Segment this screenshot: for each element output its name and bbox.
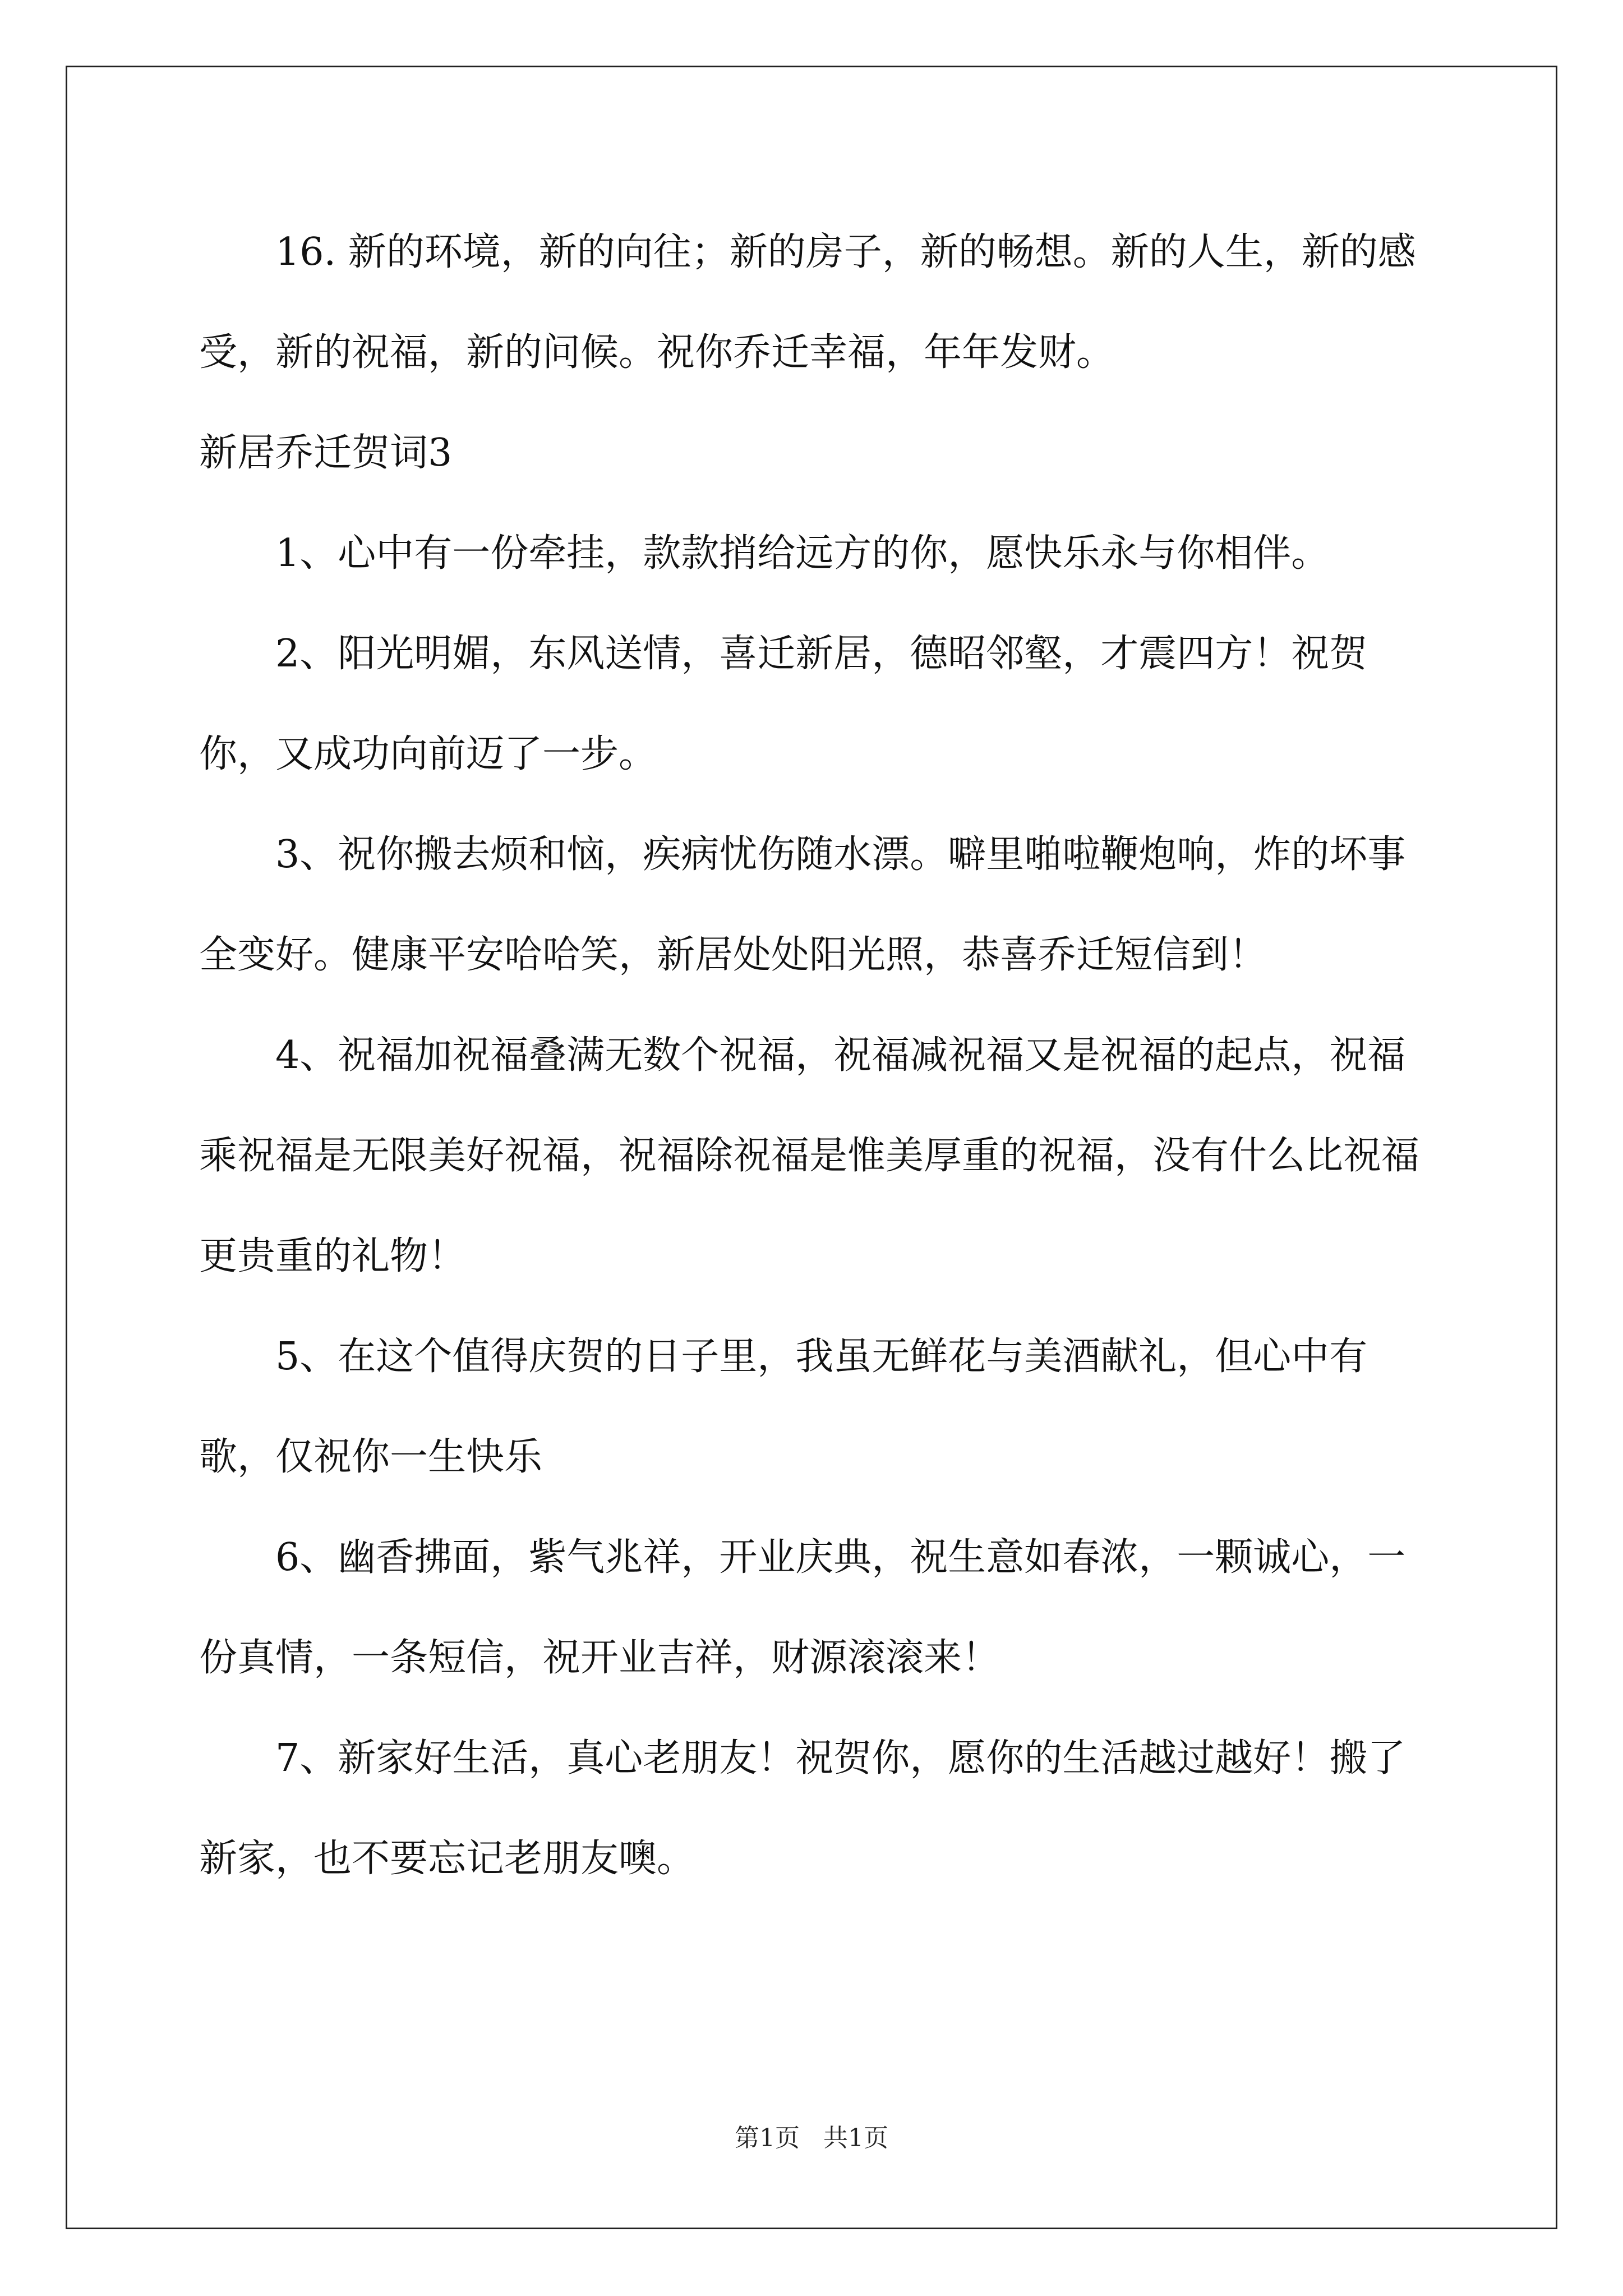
page-footer xyxy=(0,2118,1623,2154)
paragraph-1: 1、心中有一份牵挂，款款捎给远方的你，愿快乐永与你相伴。 xyxy=(275,531,1330,576)
paragraph-4: 4、祝福加祝福叠满无数个祝福，祝福减祝福又是祝福的起点，祝福乘祝福是无限美好祝福，祝福除祝福是惟美厚重的祝福，没有什么比祝福更贵重的礼物！ xyxy=(199,1033,1420,1278)
section-heading: 新居乔迁贺词3 xyxy=(199,431,453,475)
paragraph-2: 2、阳光明媚，东风送情，喜迁新居，德昭邻壑，才震四方！祝贺你，又成功向前迈了一步。 xyxy=(199,632,1368,776)
page-number: 第1页 共1页 xyxy=(735,2124,888,2152)
paragraph-3: 3、祝你搬去烦和恼，疾病忧伤随水漂。噼里啪啦鞭炮响，炸的坏事全变好。健康平安哈哈笑，新居处处阳光照，恭喜乔迁短信到！ xyxy=(199,832,1406,977)
document-body xyxy=(199,202,1433,1909)
paragraph-5: 5、在这个值得庆贺的日子里，我虽无鲜花与美酒献礼，但心中有歌，仅祝你一生快乐 xyxy=(199,1335,1368,1479)
paragraph-6: 6、幽香拂面，紫气兆祥，开业庆典，祝生意如春浓，一颗诚心，一份真情，一条短信，祝开业吉祥，财源滚滚来！ xyxy=(199,1535,1406,1680)
paragraph-16: 16. 新的环境，新的向往；新的房子，新的畅想。新的人生，新的感受，新的祝福，新的问候。祝你乔迁幸福，年年发财。 xyxy=(199,230,1416,375)
paragraph-7: 7、新家好生活，真心老朋友！祝贺你，愿你的生活越过越好！搬了新家，也不要忘记老朋友噢。 xyxy=(199,1736,1406,1881)
